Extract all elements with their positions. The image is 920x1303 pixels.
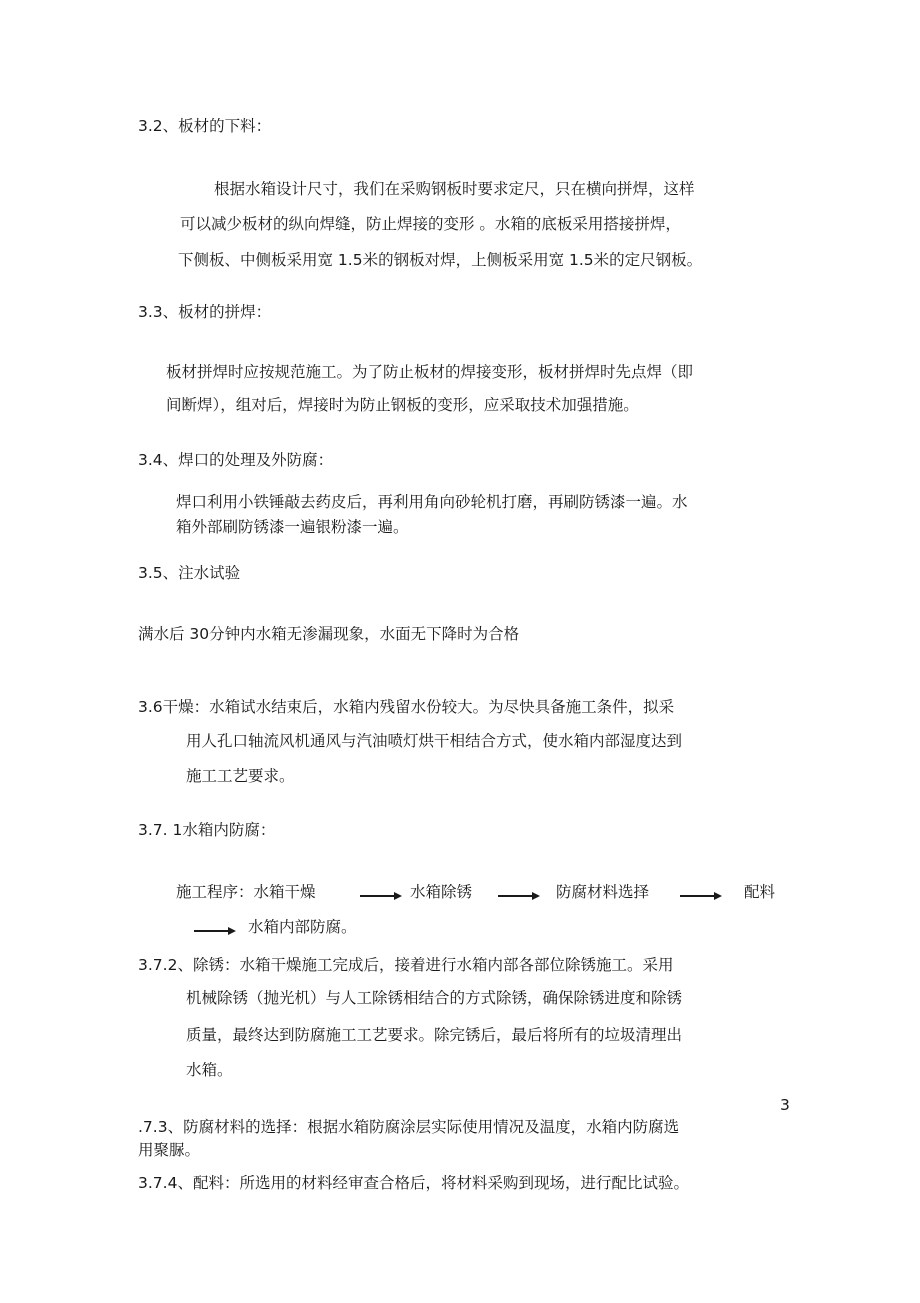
paragraph-3-6-line-1: 3.6干燥：水箱试水结束后，水箱内残留水份较大。为尽快具备施工条件，拟采 — [138, 698, 675, 716]
flow-step-rust-removal: 水箱除锈 — [410, 883, 473, 901]
paragraph-3-3-line-2: 间断焊），组对后，焊接时为防止钢板的变形，应采取技术加强措施。 — [166, 396, 639, 414]
heading-3-4: 3.4、焊口的处理及外防腐： — [138, 451, 334, 469]
paragraph-3-7-3-line-1: .7.3、防腐材料的选择：根据水箱防腐涂层实际使用情况及温度，水箱内防腐选 — [138, 1118, 680, 1136]
paragraph-3-3-line-1: 板材拼焊时应按规范施工。为了防止板材的焊接变形，板材拼焊时先点焊（即 — [166, 363, 694, 381]
paragraph-3-2-line-3: 下侧板、中侧板采用宽 1.5米的钢板对焊，上侧板采用宽 1.5米的定尺钢板。 — [178, 251, 703, 269]
paragraph-3-7-2-line-3: 质量，最终达到防腐施工工艺要求。除完锈后，最后将所有的垃圾清理出 — [186, 1026, 683, 1044]
heading-3-5: 3.5、注水试验 — [138, 564, 241, 582]
paragraph-3-2-line-2: 可以减少板材的纵向焊缝，防止焊接的变形 。水箱的底板采用搭接拼焊， — [180, 215, 681, 233]
arrow-right-icon — [360, 890, 402, 902]
heading-3-7-1: 3.7. 1水箱内防腐： — [138, 821, 276, 839]
flow-step-material-selection: 防腐材料选择 — [556, 883, 650, 901]
paragraph-3-7-3-line-2: 用聚脲。 — [138, 1141, 201, 1159]
heading-3-2: 3.2、板材的下料： — [138, 117, 272, 135]
flow-label: 施工程序：水箱干燥 — [176, 883, 316, 901]
flow-step-internal-anticorrosion: 水箱内部防腐。 — [248, 918, 357, 936]
paragraph-3-4-line-2: 箱外部刷防锈漆一遍银粉漆一遍。 — [176, 518, 409, 536]
heading-3-3: 3.3、板材的拼焊： — [138, 303, 272, 321]
flow-step-mixing: 配料 — [744, 883, 776, 901]
paragraph-3-2-line-1: 根据水箱设计尺寸，我们在采购钢板时要求定尺，只在横向拼焊，这样 — [214, 180, 695, 198]
paragraph-3-5-line-1: 满水后 30分钟内水箱无渗漏现象，水面无下降时为合格 — [138, 625, 520, 643]
paragraph-3-7-4-line-1: 3.7.4、配料：所选用的材料经审查合格后，将材料采购到现场，进行配比试验。 — [138, 1174, 689, 1192]
paragraph-3-7-2-line-1: 3.7.2、除锈：水箱干燥施工完成后，接着进行水箱内部各部位除锈施工。采用 — [138, 956, 674, 974]
paragraph-3-7-2-line-2: 机械除锈（抛光机）与人工除锈相结合的方式除锈，确保除锈进度和除锈 — [186, 989, 683, 1007]
paragraph-3-7-2-line-4: 水箱。 — [186, 1061, 233, 1079]
paragraph-3-6-line-2: 用人孔口轴流风机通风与汽油喷灯烘干相结合方式，使水箱内部湿度达到 — [186, 732, 683, 750]
arrow-right-icon — [498, 890, 540, 902]
paragraph-3-4-line-1: 焊口利用小铁锤敲去药皮后，再利用角向砂轮机打磨，再刷防锈漆一遍。水 — [176, 493, 688, 511]
paragraph-3-6-line-3: 施工工艺要求。 — [186, 767, 295, 785]
arrow-right-icon — [680, 890, 722, 902]
arrow-right-icon — [194, 925, 236, 937]
page-number: 3 — [780, 1096, 790, 1114]
